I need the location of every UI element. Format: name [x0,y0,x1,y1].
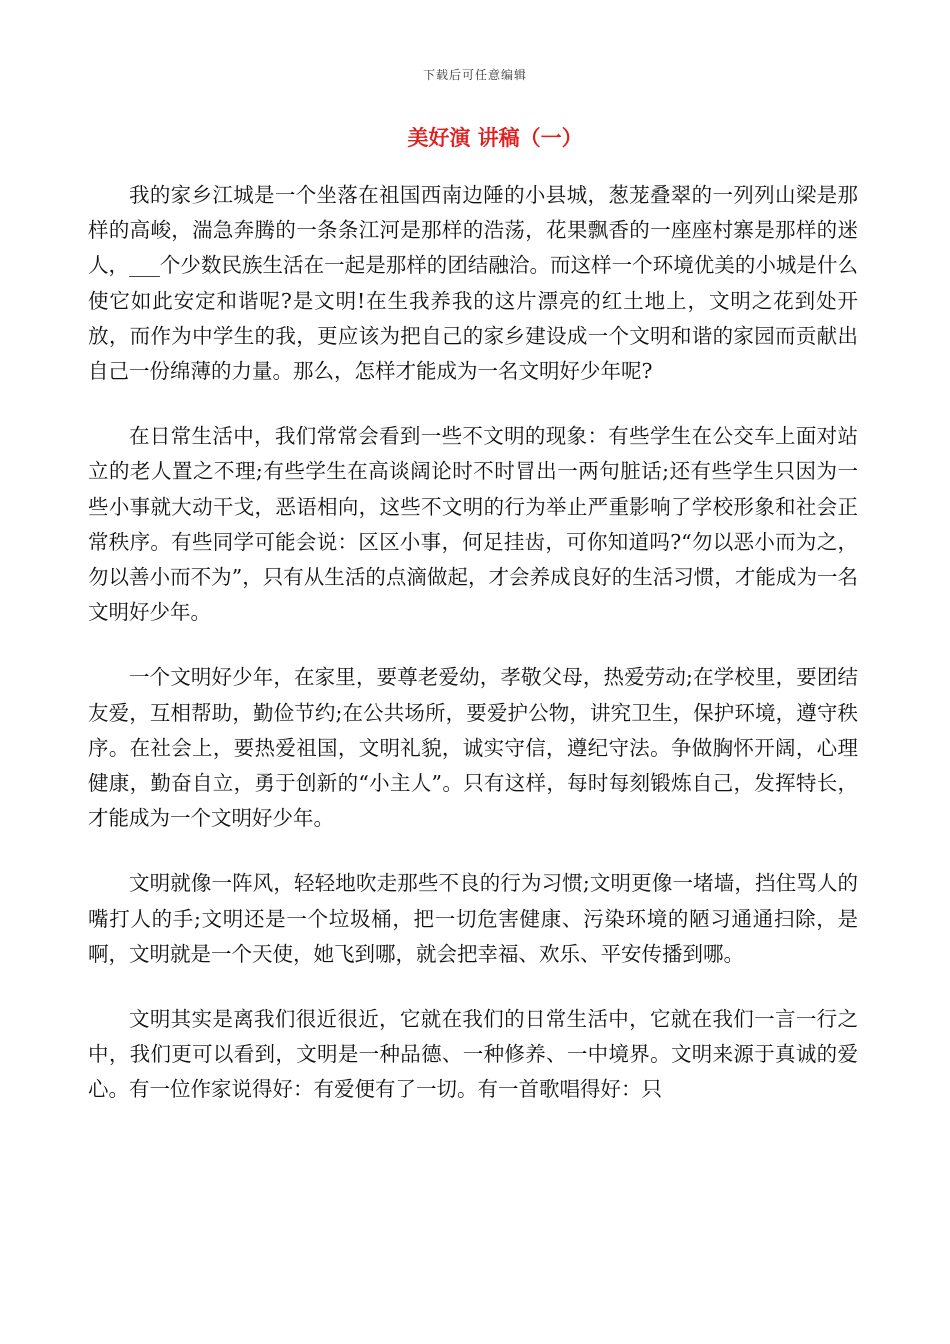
header-note: 下载后可任意编辑 [422,68,527,82]
document-body [88,178,858,1138]
paragraph-5: 文明其实是离我们很近很近，它就在我们的日常生活中，它就在我们一言一行之中，我们更可以看到，文明是一种品德、一种修养、一中境界。文明来源于真诚的爱心。有一位作家说得好：有爱便有了一切。有一首歌唱得好：只 [88,1007,858,1102]
paragraph-1: 我的家乡江城是一个坐落在祖国西南边陲的小县城，葱茏叠翠的一列列山梁是那样的高峻，湍急奔腾的一条条江河是那样的浩荡，花果飘香的一座座村寨是那样的迷人，___个少数民族生活在一起是那样的团结融洽。而这样一个环境优美的小城是什么使它如此安定和谐呢?是文明!在生我养我的这片漂亮的红土地上，文明之花到处开放，而作为中学生的我，更应该为把自己的家乡建设成一个文明和谐的家园而贡献出自己一份绵薄的力量。那么，怎样才能成为一名文明好少年呢? [88,183,858,384]
document-title: 美好演 讲稿（一） [407,125,583,150]
paragraph-3: 一个文明好少年，在家里，要尊老爱幼，孝敬父母，热爱劳动;在学校里，要团结友爱，互相帮助，勤俭节约;在公共场所，要爱护公物，讲究卫生，保护环境，遵守秩序。在社会上，要热爱祖国，文明礼貌，诚实守信，遵纪守法。争做胸怀开阔，心理健康，勤奋自立，勇于创新的“小主人”。只有这样，每时每刻锻炼自己，发挥特长，才能成为一个文明好少年。 [88,665,858,831]
paragraph-4: 文明就像一阵风，轻轻地吹走那些不良的行为习惯;文明更像一堵墙，挡住骂人的嘴打人的手;文明还是一个垃圾桶，把一切危害健康、污染环境的陋习通通扫除，是啊，文明就是一个天使，她飞到哪，就会把幸福、欢乐、平安传播到哪。 [88,871,858,966]
paragraph-2: 在日常生活中，我们常常会看到一些不文明的现象：有些学生在公交车上面对站立的老人置之不理;有些学生在高谈阔论时不时冒出一两句脏话;还有些学生只因为一些小事就大动干戈，恶语相向，这些不文明的行为举止严重影响了学校形象和社会正常秩序。有些同学可能会说：区区小事，何足挂齿，可你知道吗?“勿以恶小而为之，勿以善小而不为”，只有从生活的点滴做起，才会养成良好的生活习惯，才能成为一名文明好少年。 [88,424,858,625]
